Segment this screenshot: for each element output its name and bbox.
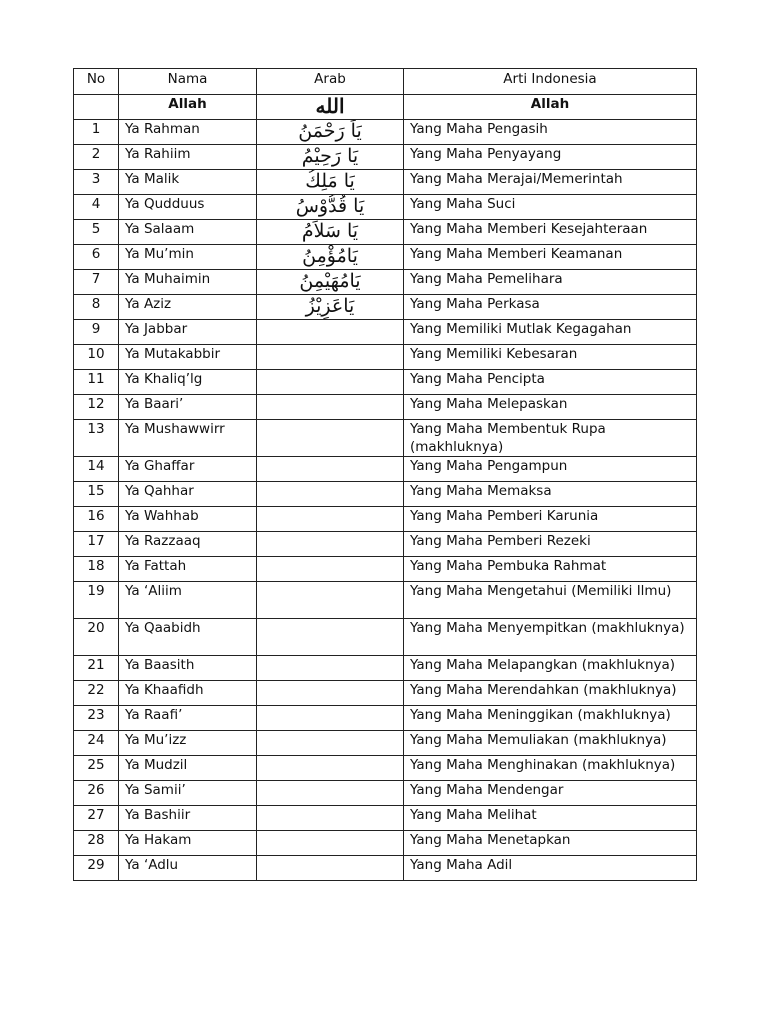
row-arti-cell: Yang Memiliki Mutlak Kegagahan [404,320,697,345]
row-arti-cell: Yang Maha Melepaskan [404,395,697,420]
table-row [74,320,697,345]
row-nama-cell: Ya Baari’ [119,395,257,420]
row-arti-cell: Yang Maha Melapangkan (makhluknya) [404,656,697,681]
row-arab-cell [257,681,404,706]
row-arab-cell: يَا رَحِيْمُ [257,145,404,170]
row-no-cell: 13 [74,420,119,457]
table-row [74,395,697,420]
row-arti-cell: Yang Maha Menghinakan (makhluknya) [404,756,697,781]
row-arti-cell: Yang Maha Memberi Kesejahteraan [404,220,697,245]
table-row [74,245,697,270]
table-row [74,295,697,320]
row-no-cell: 20 [74,619,119,656]
row-arti-cell: Yang Maha Mendengar [404,781,697,806]
row-arab-cell [257,420,404,457]
row-nama-cell: Ya Wahhab [119,507,257,532]
table-row [74,656,697,681]
table-header-row [74,69,697,95]
table-row [74,120,697,145]
row-arti-cell: Yang Maha Suci [404,195,697,220]
row-arti-cell: Yang Maha Memberi Keamanan [404,245,697,270]
row-no-cell: 29 [74,856,119,881]
table-row [74,532,697,557]
row-arti-cell: Yang Maha Membentuk Rupa (makhluknya) [404,420,697,457]
row-no-cell: 25 [74,756,119,781]
row-arab-cell [257,831,404,856]
row-nama-cell: Ya Mu’min [119,245,257,270]
row-arti-cell: Yang Maha Menetapkan [404,831,697,856]
row-arab-cell [257,395,404,420]
table-row [74,681,697,706]
row-no-cell: 18 [74,557,119,582]
row-arab-cell [257,370,404,395]
row-arab-cell [257,532,404,557]
row-no-cell: 3 [74,170,119,195]
header-arab: Arab [257,69,404,95]
row-arab-cell [257,756,404,781]
table-row [74,582,697,619]
row-nama-cell: Ya Fattah [119,557,257,582]
row-nama-cell: Ya Raafi’ [119,706,257,731]
row-no-cell: 1 [74,120,119,145]
row-arab-cell: يَامُهَيْمِنُ [257,270,404,295]
row-nama-cell: Ya Ghaffar [119,457,257,482]
row-arab-cell: يَامُؤْمِنُ [257,245,404,270]
table-row [74,457,697,482]
row-nama-cell: Ya Samii’ [119,781,257,806]
row-no-cell: 24 [74,731,119,756]
row-arab-cell [257,482,404,507]
table-row [74,195,697,220]
row-nama-cell: Ya Jabbar [119,320,257,345]
row-arti-cell: Yang Maha Pengampun [404,457,697,482]
row-no-cell: 11 [74,370,119,395]
row-no-cell: 28 [74,831,119,856]
table-row [74,270,697,295]
row-no-cell: 26 [74,781,119,806]
row-arti-cell: Yang Maha Pemberi Karunia [404,507,697,532]
row-nama-cell: Ya Hakam [119,831,257,856]
row-nama-cell: Ya ‘Adlu [119,856,257,881]
asmaul-husna-table [73,68,697,881]
row-no-cell: 2 [74,145,119,170]
row-no-cell: 5 [74,220,119,245]
row-no-cell: 27 [74,806,119,831]
allah-arti-cell: Allah [404,95,697,120]
row-arti-cell: Yang Maha Memuliakan (makhluknya) [404,731,697,756]
row-arab-cell [257,557,404,582]
row-nama-cell: Ya Mushawwirr [119,420,257,457]
row-arti-cell: Yang Maha Pengasih [404,120,697,145]
table-row [74,370,697,395]
table-row [74,781,697,806]
row-nama-cell: Ya Khaliq’lg [119,370,257,395]
table-row [74,170,697,195]
table-row [74,345,697,370]
table-row [74,806,697,831]
row-nama-cell: Ya Baasith [119,656,257,681]
row-no-cell: 9 [74,320,119,345]
row-no-cell: 7 [74,270,119,295]
row-arti-cell: Yang Maha Merajai/Memerintah [404,170,697,195]
allah-arab-cell: الله [257,95,404,120]
row-arab-cell [257,656,404,681]
row-arti-cell: Yang Maha Mengetahui (Memiliki Ilmu) [404,582,697,619]
table-row [74,831,697,856]
row-arti-cell: Yang Memiliki Kebesaran [404,345,697,370]
row-no-cell: 10 [74,345,119,370]
row-arti-cell: Yang Maha Pemelihara [404,270,697,295]
row-nama-cell: Ya Qahhar [119,482,257,507]
row-arab-cell: يَا قُدُّوْسُ [257,195,404,220]
row-arab-cell [257,706,404,731]
row-no-cell: 6 [74,245,119,270]
row-arti-cell: Yang Maha Merendahkan (makhluknya) [404,681,697,706]
row-arti-cell: Yang Maha Melihat [404,806,697,831]
table-row [74,856,697,881]
row-arab-cell [257,806,404,831]
row-nama-cell: Ya Rahman [119,120,257,145]
row-nama-cell: Ya Qudduus [119,195,257,220]
row-nama-cell: Ya Salaam [119,220,257,245]
table-row [74,557,697,582]
allah-no-cell [74,95,119,120]
row-arti-cell: Yang Maha Perkasa [404,295,697,320]
row-nama-cell: Ya Aziz [119,295,257,320]
row-arti-cell: Yang Maha Pemberi Rezeki [404,532,697,557]
row-no-cell: 15 [74,482,119,507]
row-nama-cell: Ya Mudzil [119,756,257,781]
row-nama-cell: Ya Bashiir [119,806,257,831]
table-row [74,220,697,245]
row-arti-cell: Yang Maha Menyempitkan (makhluknya) [404,619,697,656]
table-row [74,706,697,731]
row-arab-cell: يَاعَزِيْزُ [257,295,404,320]
row-nama-cell: Ya Razzaaq [119,532,257,557]
row-arti-cell: Yang Maha Pembuka Rahmat [404,557,697,582]
row-no-cell: 22 [74,681,119,706]
row-nama-cell: Ya Mutakabbir [119,345,257,370]
table-row [74,482,697,507]
table-row [74,731,697,756]
row-no-cell: 23 [74,706,119,731]
row-arti-cell: Yang Maha Pencipta [404,370,697,395]
row-no-cell: 21 [74,656,119,681]
row-arab-cell [257,731,404,756]
row-arti-cell: Yang Maha Penyayang [404,145,697,170]
row-nama-cell: Ya Muhaimin [119,270,257,295]
row-arti-cell: Yang Maha Adil [404,856,697,881]
row-nama-cell: Ya Qaabidh [119,619,257,656]
row-arab-cell [257,619,404,656]
table-row [74,145,697,170]
row-nama-cell: Ya Malik [119,170,257,195]
row-nama-cell: Ya Rahiim [119,145,257,170]
row-nama-cell: Ya Mu’izz [119,731,257,756]
row-no-cell: 16 [74,507,119,532]
row-no-cell: 17 [74,532,119,557]
row-arab-cell: يَا سَلاَمُ [257,220,404,245]
row-arab-cell [257,781,404,806]
table-row [74,420,697,457]
row-no-cell: 19 [74,582,119,619]
row-arab-cell: يَا مَلِكُ [257,170,404,195]
header-nama: Nama [119,69,257,95]
row-no-cell: 14 [74,457,119,482]
row-arab-cell [257,457,404,482]
row-no-cell: 8 [74,295,119,320]
table-row [74,756,697,781]
row-arab-cell [257,507,404,532]
allah-nama-cell: Allah [119,95,257,120]
row-no-cell: 4 [74,195,119,220]
table-row [74,619,697,656]
row-arab-cell [257,345,404,370]
row-arti-cell: Yang Maha Meninggikan (makhluknya) [404,706,697,731]
allah-row [74,95,697,120]
header-no: No [74,69,119,95]
row-no-cell: 12 [74,395,119,420]
row-nama-cell: Ya Khaafidh [119,681,257,706]
row-arab-cell: يَاَ رَحْمَنُ [257,120,404,145]
row-nama-cell: Ya ‘Aliim [119,582,257,619]
header-arti: Arti Indonesia [404,69,697,95]
row-arab-cell [257,856,404,881]
row-arab-cell [257,582,404,619]
row-arab-cell [257,320,404,345]
table-row [74,507,697,532]
row-arti-cell: Yang Maha Memaksa [404,482,697,507]
